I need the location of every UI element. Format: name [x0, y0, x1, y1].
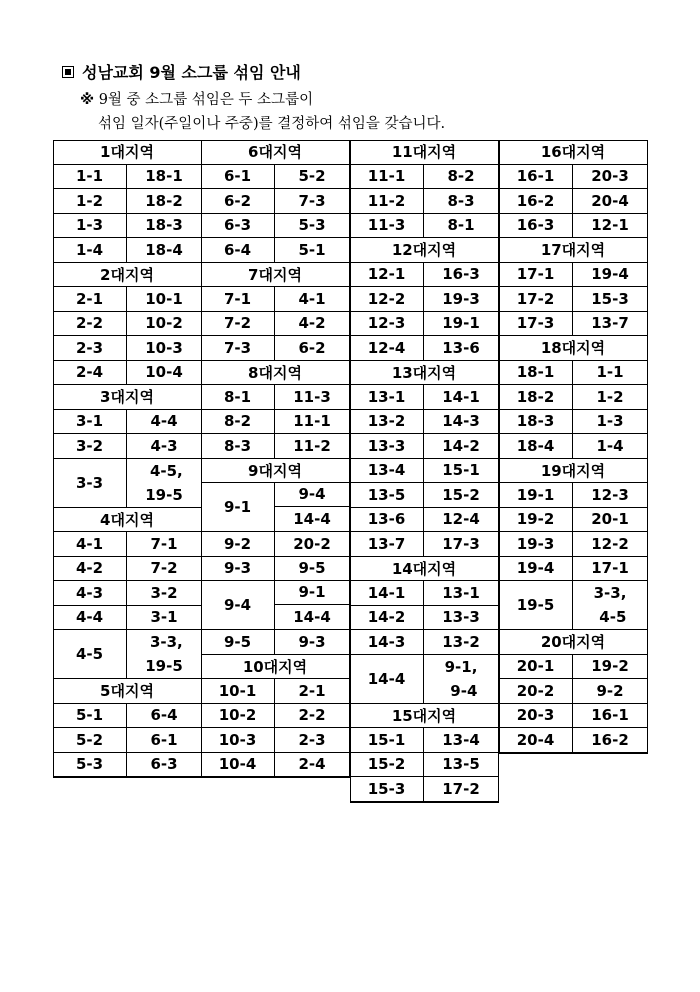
partner-group: 2-2 — [298, 706, 326, 725]
table-row — [201, 532, 349, 557]
table-row — [201, 630, 349, 655]
table-row — [53, 214, 201, 239]
partner-group: 13-3 — [442, 608, 480, 627]
partner-group: 10-1 — [145, 289, 183, 308]
partner-group: 11-1 — [293, 412, 331, 431]
partner-group: 11-2 — [293, 436, 331, 455]
group-id: 15-2 — [350, 753, 424, 777]
partner-group: 18-4 — [145, 240, 183, 259]
group-id: 2-2 — [53, 312, 127, 336]
partner-group: 4-3 — [150, 436, 178, 455]
table-row — [53, 165, 201, 190]
table-row — [350, 336, 498, 361]
partner-group: 19-3 — [442, 289, 480, 308]
partner-group-line: 4-5, — [149, 461, 183, 480]
group-id: 13-4 — [350, 459, 424, 483]
table-row — [53, 434, 201, 459]
group-id: 14-4 — [350, 655, 424, 703]
partner-group: 10-3 — [145, 338, 183, 357]
partner-group: 12-2 — [591, 534, 629, 553]
table-row — [499, 581, 647, 630]
region-column — [350, 140, 498, 802]
partner-group: 18-1 — [145, 167, 183, 186]
page-title — [62, 60, 301, 83]
group-id: 16-1 — [499, 165, 573, 189]
partner-group: 5-1 — [298, 240, 326, 259]
group-id: 9-1 — [201, 483, 275, 531]
table-row — [350, 508, 498, 533]
partner-group: 3-2 — [150, 583, 178, 602]
group-id: 19-4 — [499, 557, 573, 581]
partner-group — [573, 581, 647, 629]
region-header: 18대지역 — [499, 336, 647, 361]
region-header: 13대지역 — [350, 361, 498, 386]
group-id: 11-3 — [350, 214, 424, 238]
table-row — [201, 557, 349, 582]
partner-group: 8-3 — [447, 191, 475, 210]
group-id: 4-5 — [53, 630, 127, 678]
partner-group: 6-2 — [298, 338, 326, 357]
region-column — [499, 140, 647, 753]
partner-group: 2-3 — [298, 730, 326, 749]
group-id: 13-7 — [350, 532, 424, 556]
table-row — [201, 189, 349, 214]
group-id: 20-3 — [499, 704, 573, 728]
table-row — [350, 630, 498, 655]
group-id: 10-4 — [201, 753, 275, 777]
table-row — [201, 581, 349, 630]
table-row — [499, 361, 647, 386]
table-row — [350, 410, 498, 435]
partner-group: 18-2 — [145, 191, 183, 210]
group-id: 20-1 — [499, 655, 573, 679]
table-row — [53, 312, 201, 337]
table-row — [350, 728, 498, 753]
partner-group: 19-2 — [591, 657, 629, 676]
table-row — [350, 287, 498, 312]
partner-group: 17-1 — [591, 559, 629, 578]
group-id: 10-2 — [201, 704, 275, 728]
partner-group: 14-1 — [442, 387, 480, 406]
group-id: 9-5 — [201, 630, 275, 654]
partner-group: 8-1 — [447, 216, 475, 235]
region-header: 11대지역 — [350, 140, 498, 165]
group-id: 7-3 — [201, 336, 275, 360]
table-row — [499, 189, 647, 214]
group-id: 15-1 — [350, 728, 424, 752]
table-row — [499, 312, 647, 337]
group-id: 13-1 — [350, 385, 424, 409]
note-line-1 — [80, 88, 313, 109]
partner-group: 3-1 — [150, 608, 178, 627]
partner-group — [127, 630, 201, 678]
region-header: 15대지역 — [350, 704, 498, 729]
region-column — [201, 140, 349, 777]
partner-group-list — [594, 581, 627, 629]
partner-group: 1-4 — [596, 436, 624, 455]
group-id: 2-1 — [53, 287, 127, 311]
table-row — [201, 704, 349, 729]
group-id: 5-1 — [53, 704, 127, 728]
partner-group: 12-4 — [442, 510, 480, 529]
partner-group: 7-2 — [150, 559, 178, 578]
group-id: 14-3 — [350, 630, 424, 654]
group-id: 7-2 — [201, 312, 275, 336]
group-id: 2-3 — [53, 336, 127, 360]
group-id: 6-3 — [201, 214, 275, 238]
partner-group: 15-2 — [442, 485, 480, 504]
table-row — [350, 483, 498, 508]
group-id: 17-3 — [499, 312, 573, 336]
table-row — [201, 434, 349, 459]
group-id: 19-5 — [499, 581, 573, 629]
group-id: 8-2 — [201, 410, 275, 434]
table-row — [499, 679, 647, 704]
partner-group: 16-2 — [591, 730, 629, 749]
partner-group: 15-1 — [442, 461, 480, 480]
table-row — [499, 410, 647, 435]
table-row — [201, 410, 349, 435]
region-header: 5대지역 — [53, 679, 201, 704]
table-row — [350, 606, 498, 631]
table-row — [53, 704, 201, 729]
partner-group — [127, 459, 201, 507]
region-header: 14대지역 — [350, 557, 498, 582]
partner-group: 5-2 — [298, 167, 326, 186]
table-row — [53, 581, 201, 606]
group-id: 4-2 — [53, 557, 127, 581]
group-id: 3-1 — [53, 410, 127, 434]
partner-group: 1-3 — [596, 412, 624, 431]
partner-group: 5-3 — [298, 216, 326, 235]
table-row — [201, 728, 349, 753]
group-id: 18-1 — [499, 361, 573, 385]
group-id: 4-3 — [53, 581, 127, 605]
group-id: 4-4 — [53, 606, 127, 630]
group-id: 13-5 — [350, 483, 424, 507]
table-row — [201, 753, 349, 778]
partner-group: 6-1 — [150, 730, 178, 749]
partner-group — [424, 655, 498, 703]
table-row — [53, 336, 201, 361]
table-row — [499, 434, 647, 459]
group-id: 19-3 — [499, 532, 573, 556]
table-row — [201, 385, 349, 410]
partner-group: 7-1 — [150, 534, 178, 553]
group-id: 14-2 — [350, 606, 424, 630]
group-id: 20-2 — [499, 679, 573, 703]
note-line-2: 섞임 일자(주일이나 주중)를 결정하여 섞임을 갖습니다. — [98, 116, 446, 132]
group-id: 1-1 — [53, 165, 127, 189]
table-row — [499, 214, 647, 239]
group-id: 12-4 — [350, 336, 424, 360]
partner-group-list — [145, 630, 183, 678]
group-id: 11-1 — [350, 165, 424, 189]
partner-group: 7-3 — [298, 191, 326, 210]
table-row — [499, 728, 647, 753]
region-header: 19대지역 — [499, 459, 647, 484]
table-row — [350, 214, 498, 239]
partner-group-line: 4-5 — [599, 608, 627, 626]
table-row — [499, 508, 647, 533]
partner-group: 1-2 — [596, 387, 624, 406]
table-row — [499, 655, 647, 680]
note-line-1-text: 9월 중 소그룹 섞임은 두 소그룹이 — [98, 92, 314, 108]
partner-group: 9-2 — [596, 681, 624, 700]
table-row — [350, 385, 498, 410]
group-id: 11-2 — [350, 189, 424, 213]
partner-group: 12-1 — [591, 216, 629, 235]
region-header: 16대지역 — [499, 140, 647, 165]
region-header: 8대지역 — [201, 361, 349, 386]
partner-group-line: 3-3, — [149, 633, 183, 651]
table-row — [499, 483, 647, 508]
group-id: 10-1 — [201, 679, 275, 703]
partner-group: 9-3 — [298, 632, 326, 651]
partner-group: 17-3 — [442, 534, 480, 553]
partner-group: 9-5 — [298, 559, 326, 578]
table-row — [53, 630, 201, 679]
partner-group: 1-1 — [596, 363, 624, 382]
partner-group: 19-4 — [591, 265, 629, 284]
region-header: 4대지역 — [53, 508, 201, 533]
table-row — [201, 679, 349, 704]
table-row — [350, 459, 498, 484]
group-id: 5-3 — [53, 753, 127, 777]
square-bullet-icon — [62, 66, 74, 78]
table-row — [201, 483, 349, 532]
group-id: 17-1 — [499, 263, 573, 287]
partner-group: 14-4 — [293, 608, 331, 627]
partner-group: 19-1 — [442, 314, 480, 333]
page-title-text: 성남교회 9월 소그룹 섞임 안내 — [82, 63, 301, 82]
table-row — [53, 532, 201, 557]
group-id: 9-3 — [201, 557, 275, 581]
group-id: 12-1 — [350, 263, 424, 287]
partner-group: 16-3 — [442, 265, 480, 284]
partner-group: 13-1 — [442, 583, 480, 602]
table-row — [350, 189, 498, 214]
region-header: 12대지역 — [350, 238, 498, 263]
group-id: 13-6 — [350, 508, 424, 532]
partner-group: 11-3 — [293, 387, 331, 406]
table-row — [499, 532, 647, 557]
group-id: 9-2 — [201, 532, 275, 556]
group-id: 18-2 — [499, 385, 573, 409]
table-row — [499, 557, 647, 582]
table-row — [499, 385, 647, 410]
table-row — [499, 263, 647, 288]
partner-group: 10-4 — [145, 363, 183, 382]
region-header: 20대지역 — [499, 630, 647, 655]
table-row — [350, 581, 498, 606]
group-id: 2-4 — [53, 361, 127, 385]
table-row — [53, 753, 201, 778]
group-id: 13-2 — [350, 410, 424, 434]
group-id: 16-3 — [499, 214, 573, 238]
partner-group-line: 19-5 — [145, 485, 183, 504]
table-row — [201, 238, 349, 263]
partner-group-list — [145, 459, 183, 507]
partner-group: 2-4 — [298, 755, 326, 774]
partner-group: 6-4 — [150, 706, 178, 725]
partner-group-line: 19-5 — [145, 657, 183, 675]
table-row — [53, 361, 201, 386]
group-id: 15-3 — [350, 777, 424, 801]
table-row — [350, 753, 498, 778]
region-header: 3대지역 — [53, 385, 201, 410]
table-row — [499, 165, 647, 190]
group-id: 8-3 — [201, 434, 275, 458]
partner-group: 16-1 — [591, 706, 629, 725]
region-header: 2대지역 — [53, 263, 201, 288]
partner-group: 13-5 — [442, 755, 480, 774]
partner-group: 18-3 — [145, 216, 183, 235]
group-id: 5-2 — [53, 728, 127, 752]
partner-group-stack — [275, 483, 349, 532]
group-id: 1-3 — [53, 214, 127, 238]
table-row — [53, 557, 201, 582]
reference-mark-icon: ※ — [80, 92, 95, 108]
region-header: 9대지역 — [201, 459, 349, 484]
partner-group: 13-6 — [442, 338, 480, 357]
partner-group: 17-2 — [442, 779, 480, 798]
group-id: 18-3 — [499, 410, 573, 434]
group-id: 13-3 — [350, 434, 424, 458]
group-id: 14-1 — [350, 581, 424, 605]
table-row — [350, 655, 498, 704]
region-header: 6대지역 — [201, 140, 349, 165]
table-row — [53, 459, 201, 508]
partner-group: 8-2 — [447, 167, 475, 186]
partner-group-line: 9-1, — [444, 657, 478, 676]
partner-group: 12-3 — [591, 485, 629, 504]
table-row — [201, 165, 349, 190]
region-column — [53, 140, 201, 777]
partner-group: 9-4 — [275, 483, 349, 508]
group-id: 17-2 — [499, 287, 573, 311]
table-row — [350, 532, 498, 557]
table-row — [53, 189, 201, 214]
group-id: 19-2 — [499, 508, 573, 532]
partner-group: 13-4 — [442, 730, 480, 749]
group-id: 6-4 — [201, 238, 275, 262]
partner-group: 20-1 — [591, 510, 629, 529]
partner-group: 9-1 — [275, 581, 349, 606]
region-header: 1대지역 — [53, 140, 201, 165]
table-row — [53, 410, 201, 435]
region-header: 7대지역 — [201, 263, 349, 288]
partner-group: 13-2 — [442, 632, 480, 651]
group-id: 20-4 — [499, 728, 573, 752]
partner-group: 6-3 — [150, 755, 178, 774]
table-row — [201, 287, 349, 312]
table-row — [53, 287, 201, 312]
table-row — [499, 287, 647, 312]
group-id: 6-2 — [201, 189, 275, 213]
region-header: 17대지역 — [499, 238, 647, 263]
table-row — [201, 214, 349, 239]
partner-group: 14-3 — [442, 412, 480, 431]
partner-group: 2-1 — [298, 681, 326, 700]
table-row — [350, 312, 498, 337]
group-id: 10-3 — [201, 728, 275, 752]
group-id: 18-4 — [499, 434, 573, 458]
partner-group-line: 9-4 — [450, 681, 478, 700]
partner-group: 4-2 — [298, 314, 326, 333]
table-row — [350, 263, 498, 288]
table-row — [53, 606, 201, 631]
partner-group: 20-4 — [591, 191, 629, 210]
partner-group: 14-2 — [442, 436, 480, 455]
group-id: 9-4 — [201, 581, 275, 629]
group-id: 1-4 — [53, 238, 127, 262]
partner-group: 13-7 — [591, 314, 629, 333]
region-header: 10대지역 — [201, 655, 349, 680]
table-row — [53, 238, 201, 263]
table-row — [350, 434, 498, 459]
table-row — [53, 728, 201, 753]
group-id: 12-2 — [350, 287, 424, 311]
partner-group: 20-2 — [293, 534, 331, 553]
partner-group: 4-1 — [298, 289, 326, 308]
partner-group: 10-2 — [145, 314, 183, 333]
partner-group: 20-3 — [591, 167, 629, 186]
partner-group-list — [445, 655, 478, 703]
group-id: 16-2 — [499, 189, 573, 213]
group-id: 3-2 — [53, 434, 127, 458]
group-id: 19-1 — [499, 483, 573, 507]
group-id: 3-3 — [53, 459, 127, 507]
group-id: 4-1 — [53, 532, 127, 556]
table-row — [201, 312, 349, 337]
table-row — [350, 777, 498, 802]
table-row — [499, 704, 647, 729]
partner-group-line: 3-3, — [593, 584, 627, 602]
group-id: 6-1 — [201, 165, 275, 189]
partner-group: 14-4 — [293, 510, 331, 529]
group-id: 7-1 — [201, 287, 275, 311]
partner-group: 15-3 — [591, 289, 629, 308]
table-row — [350, 165, 498, 190]
group-id: 1-2 — [53, 189, 127, 213]
partner-group: 4-4 — [150, 412, 178, 431]
partner-group-stack — [275, 581, 349, 630]
group-id: 8-1 — [201, 385, 275, 409]
group-id: 12-3 — [350, 312, 424, 336]
table-row — [201, 336, 349, 361]
